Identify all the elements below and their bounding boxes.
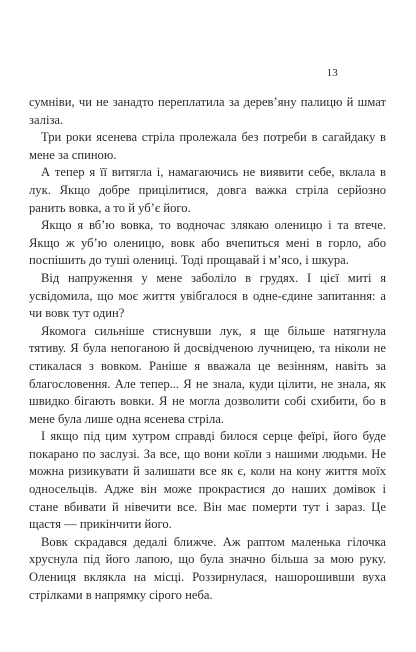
paragraph: Вовк скрадався дедалі ближче. Аж раптом маленька гілочка хруснула під його лапою, що була значно більша за мою руку. Олениця вклякла на місці. Роззирнулася, нашорошивши вуха стрілками в напрямку сірого неба. (29, 534, 386, 602)
paragraph: І якщо під цим хутром справді билося серце феїрі, його буде покарано по заслузі. За все, що вони коїли з нашими людьми. Не можна ризикувати й залишати все як є, коли на кону життя моїх односельців. Адже він може прокрастися до наших домівок і стане вбивати й нівечити все. Він має померти тут і зараз. Це щастя — прикінчити його. (29, 429, 386, 532)
paragraph: Якомога сильніше стиснувши лук, я ще більше натягнула тятиву. Я була непоганою й досвідченою лучницею, та ніколи не стикалася з вовком. Раніше я вважала це везінням, навіть за благословення. Але тепер... Я не знала, куди цілити, не знала, як швидко бігають вовки. Я не могла дозволити собі схибити, бо в мене була лише одна ясенева стріла. (29, 323, 386, 426)
paragraph: А тепер я її витягла і, намагаючись не виявити себе, вклала в лук. Якщо добре прицілитися, довга важка стріла серйозно ранить вовка, а то й уб’є його. (29, 165, 386, 215)
paragraph: Якщо я вб’ю вовка, то водночас злякаю оленицю і та втече. Якщо ж уб’ю оленицю, вовк або вчепиться мені в горло, або поспішить до туші олениці. Тоді прощавай і м’ясо, і шкура. (29, 218, 386, 268)
paragraph: сумніви, чи не занадто переплатила за дерев’яну палицю й шмат заліза. (29, 95, 386, 127)
paragraph: Три роки ясенева стріла пролежала без потреби в сагайдаку в мене за спиною. (29, 130, 386, 162)
paragraph: Від напруження у мене заболіло в грудях. І цієї миті я усвідомила, що моє життя увібгалося в одне-єдине запитання: а чи вовк тут один? (29, 270, 386, 321)
body-text (29, 94, 386, 604)
page-number: 13 (326, 67, 338, 79)
